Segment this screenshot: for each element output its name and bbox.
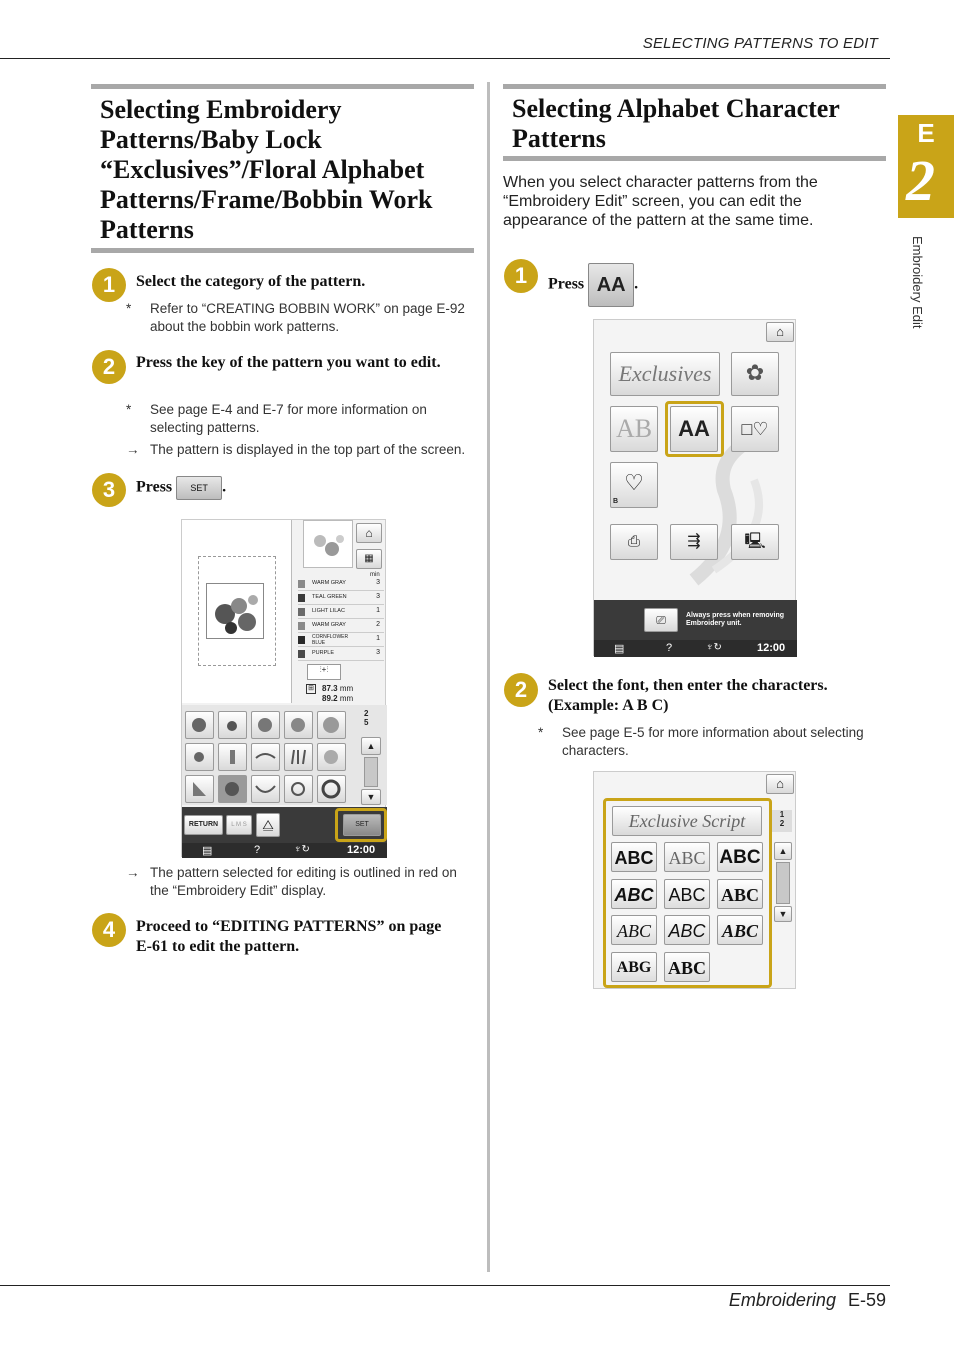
thread-row: WARM GRAY 3 (298, 577, 384, 591)
step-2-badge: 2 (92, 350, 126, 384)
step-3-badge: 3 (92, 473, 126, 507)
alphabet-button-highlight (665, 401, 724, 457)
pattern-key[interactable] (284, 711, 313, 739)
height-value: 89.2 mm (322, 694, 354, 703)
embroidery-unit-icon: ⎚ (644, 608, 678, 632)
thread-spool-icon (298, 608, 305, 616)
side-chapter-label: Embroidery Edit (910, 236, 925, 329)
font-key-11[interactable]: ABC (664, 952, 710, 982)
floral-pattern-button[interactable]: ✿ (731, 352, 779, 396)
page-footer (729, 1290, 886, 1311)
pattern-key[interactable] (218, 743, 247, 771)
document-icon[interactable]: ▤ (614, 643, 625, 655)
right-step-1-badge: 1 (504, 259, 538, 293)
computer-button[interactable]: 🖳 (731, 524, 779, 560)
scrollbar-track[interactable] (364, 757, 378, 787)
font-key-9[interactable]: ABC (717, 915, 763, 945)
category-selection-screen (593, 319, 796, 656)
right-step-1-text: Press AA . (548, 263, 638, 307)
help-button[interactable]: ? (254, 844, 261, 856)
thread-row: WARM GRAY 2 (298, 619, 384, 633)
font-key-1[interactable]: ABC (611, 842, 657, 872)
step-4-text: Proceed to “EDITING PATTERNS” on page E-61 to edit the pattern. (136, 918, 442, 955)
font-key-4[interactable]: ABC (611, 879, 657, 909)
thread-spool-icon (298, 636, 305, 644)
home-button[interactable]: ⌂ (766, 322, 794, 342)
set-button-highlight (335, 808, 387, 842)
bobbin-heart-icon: ♡ (624, 470, 644, 495)
thread-spool-icon (298, 594, 305, 602)
pattern-key[interactable] (251, 711, 280, 739)
thread-spool-icon (298, 622, 305, 630)
set-key-inline: SET (176, 476, 222, 500)
alphabet-key-inline: AA (588, 263, 634, 307)
return-button[interactable]: RETURN (184, 815, 223, 835)
running-header: SELECTING PATTERNS TO EDIT (642, 35, 878, 52)
machine-memory-button[interactable]: ⎙ (610, 524, 658, 560)
scroll-up-button[interactable]: ▲ (774, 842, 792, 860)
help-button[interactable]: ? (666, 642, 673, 654)
unit-removal-message: Always press when removing Embroidery unit. (686, 612, 785, 627)
right-step-2-text: Select the font, then enter the characters. (Example: A B C) (548, 677, 828, 714)
floral-thumbnail-icon (304, 521, 354, 569)
step-3-text: Press SET . (136, 476, 226, 500)
exclusive-script-font-button[interactable]: Exclusive Script (612, 806, 762, 836)
home-button[interactable]: ⌂ (766, 774, 794, 794)
thread-spool-icon (298, 580, 305, 588)
thread-row: LIGHT LILAC 1 (298, 605, 384, 619)
pattern-key-selected[interactable] (218, 775, 247, 803)
set-button[interactable]: SET (343, 814, 381, 836)
pattern-grid (182, 705, 387, 805)
thread-row: PURPLE 3 (298, 647, 384, 661)
width-value: 87.3 mm (322, 684, 354, 693)
right-section-heading (503, 84, 886, 161)
step-2-note-1: * See page E-4 and E-7 for more information on selecting patterns. (126, 402, 427, 435)
thread-row: CORNFLOWER BLUE 1 (298, 633, 384, 647)
pattern-key[interactable] (251, 775, 280, 803)
right-step-2-note: * See page E-5 for more information about selecting characters. (538, 725, 864, 758)
bobbin-label: B (613, 498, 619, 505)
pattern-key[interactable] (218, 711, 247, 739)
scroll-down-button[interactable]: ▼ (774, 906, 792, 922)
header-rule (0, 58, 890, 59)
step-2-note-2: → The pattern is displayed in the top part of the screen. (126, 442, 466, 457)
pattern-key[interactable] (251, 743, 280, 771)
step-4-badge: 4 (92, 913, 126, 947)
pattern-preview-area (182, 520, 292, 703)
minutes-label: min (370, 572, 380, 578)
pattern-key[interactable] (185, 743, 214, 771)
column-divider (487, 82, 490, 1272)
pattern-key[interactable] (317, 743, 346, 771)
font-key-6[interactable]: ABC (717, 879, 763, 909)
home-button[interactable]: ⌂ (356, 523, 382, 543)
page-counter: 1 2 (772, 810, 792, 832)
size-icon: ⊞ (306, 684, 316, 694)
pattern-selection-box (206, 583, 264, 639)
mirror-icon[interactable]: ⧋ (256, 813, 280, 837)
pattern-key[interactable] (317, 711, 346, 739)
alphabet-category-button[interactable]: AA (670, 406, 718, 452)
pattern-key[interactable] (185, 775, 214, 803)
thread-row: TEAL GREEN 3 (298, 591, 384, 605)
font-key-5[interactable]: ABC (664, 879, 710, 909)
font-key-7[interactable]: ABC (611, 915, 657, 945)
footer-section: Embroidering (728, 1290, 836, 1310)
screen-caption-note: → The pattern selected for editing is outlined in red on the “Embroidery Edit” display. (126, 865, 457, 898)
scrollbar-track[interactable] (776, 862, 790, 904)
right-heading-text: Selecting Alphabet Character Patterns (512, 94, 840, 153)
left-heading-text: Selecting Embroidery Patterns/Baby Lock “Exclusives”/Floral Alphabet Patterns/Frame/Bobbin Work Patterns (100, 95, 433, 244)
chapter-number: 2 (906, 148, 935, 213)
embroidery-screen (181, 519, 386, 857)
pattern-key[interactable] (284, 775, 313, 803)
clock: 12:00 (757, 642, 786, 654)
font-selection-screen (593, 771, 796, 989)
pattern-key[interactable] (284, 743, 313, 771)
pattern-thumbnail (303, 520, 353, 568)
page-number: E-59 (847, 1290, 886, 1310)
left-section-heading (91, 84, 474, 253)
pattern-key[interactable] (185, 711, 214, 739)
intro-paragraph: When you select character patterns from the “Embroidery Edit” screen, you can edit the appearance of the pattern at the same time. (503, 174, 818, 229)
font-key-8[interactable]: ABC (664, 915, 710, 945)
chapter-letter: E (917, 118, 935, 148)
step-1-text: Select the category of the pattern. (136, 273, 366, 290)
step-2-text: Press the key of the pattern you want to edit. (136, 354, 441, 371)
document-icon[interactable]: ▤ (202, 845, 213, 857)
settings-icon[interactable]: ♆↻ (294, 844, 310, 855)
font-area-highlight (603, 798, 772, 988)
font-key-2[interactable]: ABC (664, 842, 710, 872)
usb-button[interactable]: ⇶ (670, 524, 718, 560)
step-1-badge: 1 (92, 268, 126, 302)
embroidery-view-button[interactable]: ▦ (356, 549, 382, 569)
chapter-tab (898, 115, 954, 218)
footer-rule (0, 1285, 890, 1286)
status-bar (182, 843, 387, 858)
font-key-10[interactable]: ABG (611, 952, 657, 982)
clock: 12:00 (347, 844, 376, 856)
step-1-note: * Refer to “CREATING BOBBIN WORK” on page E-92 about the bobbin work patterns. (126, 301, 465, 334)
needle-icon: ⫶+⫶ (307, 664, 341, 680)
page-counter: 2 5 (364, 709, 369, 727)
pattern-key[interactable] (317, 775, 346, 803)
bobbin-work-button[interactable] (610, 462, 658, 508)
lms-button[interactable]: L M S (226, 815, 252, 835)
floral-alphabet-button[interactable]: AB (610, 406, 658, 452)
exclusives-category-button[interactable]: Exclusives (610, 352, 720, 396)
scroll-down-button[interactable]: ▼ (361, 789, 381, 805)
message-bar (594, 600, 797, 640)
status-bar (594, 640, 797, 657)
font-key-3[interactable]: ABC (717, 842, 763, 872)
thread-color-list (298, 577, 384, 661)
settings-icon[interactable]: ♆↻ (706, 642, 722, 653)
frame-pattern-button[interactable]: □♡ (731, 406, 779, 452)
floral-pattern-icon (207, 584, 265, 640)
scroll-up-button[interactable]: ▲ (361, 737, 381, 755)
thread-spool-icon (298, 650, 305, 658)
right-step-2-badge: 2 (504, 673, 538, 707)
